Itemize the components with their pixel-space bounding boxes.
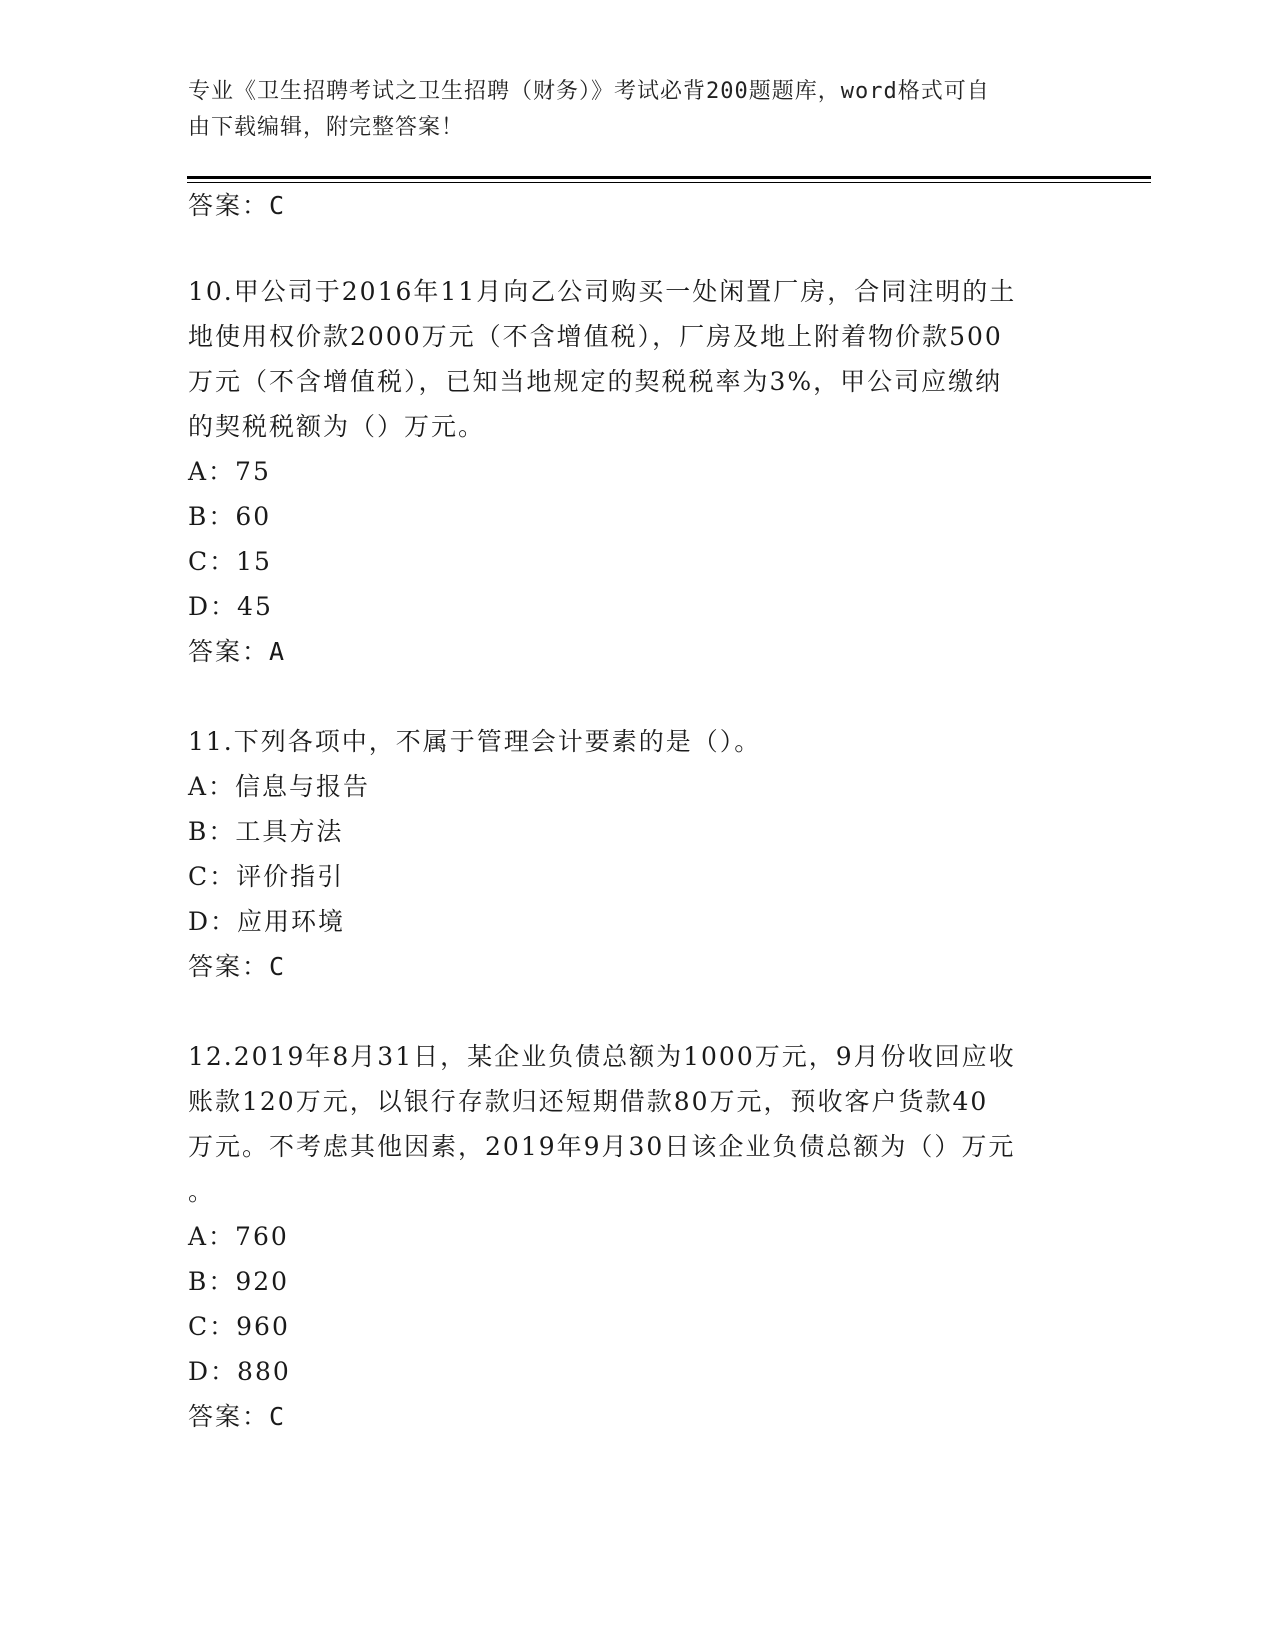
question-text-line: 账款120万元，以银行存款归还短期借款80万元，预收客户货款40 <box>188 1087 989 1116</box>
question-text-line: 地使用权价款2000万元（不含增值税），厂房及地上附着物价款500 <box>188 322 1003 351</box>
question-text-line: 11.下列各项中，不属于管理会计要素的是（）。 <box>188 727 762 756</box>
question-text-line: 万元。不考虑其他因素，2019年9月30日该企业负债总额为（）万元 <box>188 1132 1016 1161</box>
option-d: D：应用环境 <box>188 907 346 936</box>
question-text-line: 。 <box>188 1177 216 1206</box>
option-a: A：信息与报告 <box>188 772 371 801</box>
prev-answer: 答案：C <box>188 191 287 220</box>
question-text-line: 的契税税额为（）万元。 <box>188 412 486 441</box>
header-divider-thin <box>187 182 1151 183</box>
option-c: C：960 <box>188 1312 290 1341</box>
option-a: A：760 <box>188 1222 289 1251</box>
option-b: B：60 <box>188 502 272 531</box>
question-text-line: 万元（不含增值税），已知当地规定的契税税率为3%，甲公司应缴纳 <box>188 367 1003 396</box>
answer: 答案：C <box>188 1402 287 1431</box>
option-d: D：45 <box>188 592 273 621</box>
header-divider-thick <box>187 176 1151 179</box>
option-d: D：880 <box>188 1357 291 1386</box>
option-b: B：工具方法 <box>188 817 344 846</box>
question-text-line: 10.甲公司于2016年11月向乙公司购买一处闲置厂房，合同注明的土 <box>188 277 1017 306</box>
document-header <box>188 74 1068 146</box>
option-b: B：920 <box>188 1267 290 1296</box>
option-a: A：75 <box>188 457 271 486</box>
header-line-1: 专业《卫生招聘考试之卫生招聘（财务）》考试必背200题题库，word格式可自 <box>188 79 990 104</box>
answer: 答案：A <box>188 637 287 666</box>
question-text-line: 12.2019年8月31日，某企业负债总额为1000万元，9月份收回应收 <box>188 1042 1016 1071</box>
option-c: C：评价指引 <box>188 862 345 891</box>
header-line-2: 由下载编辑，附完整答案！ <box>188 115 465 140</box>
answer: 答案：C <box>188 952 287 981</box>
option-c: C：15 <box>188 547 272 576</box>
